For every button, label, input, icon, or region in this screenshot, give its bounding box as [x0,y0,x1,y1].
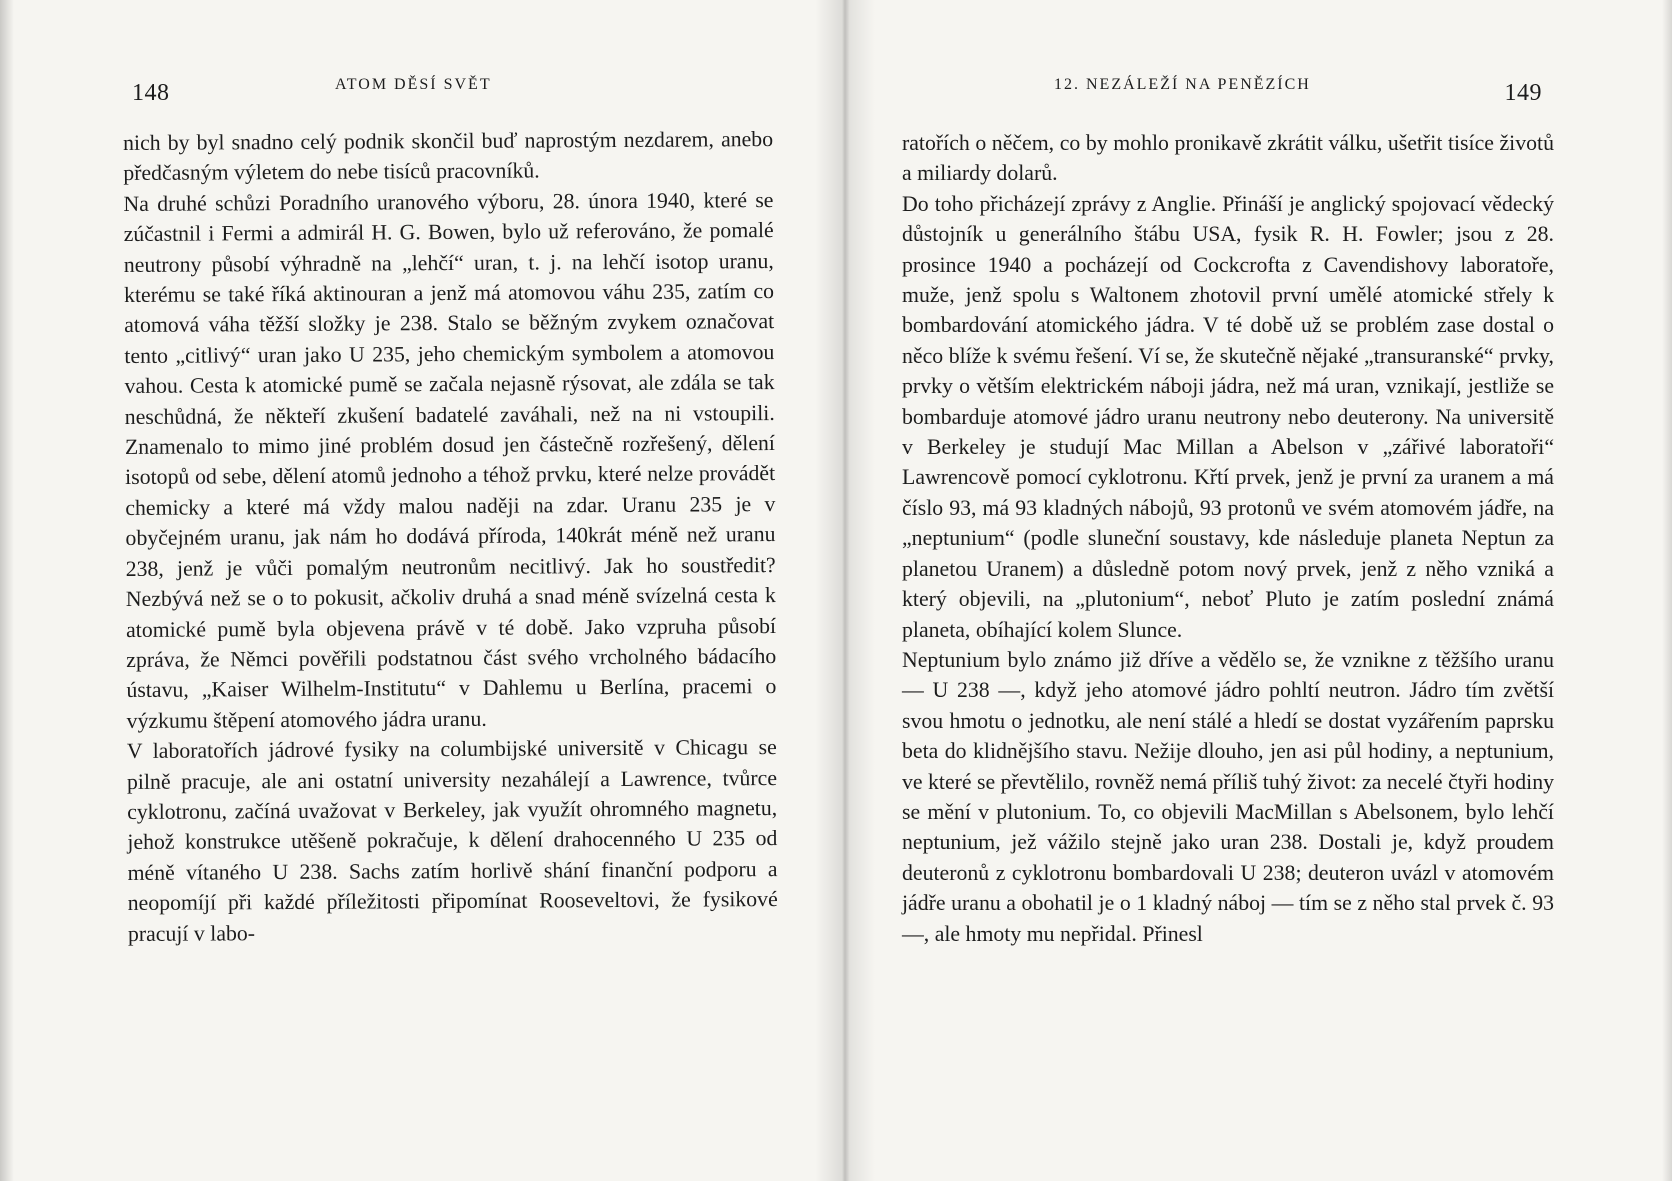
running-head: 12. NEZÁLEŽÍ NA PENĚZÍCH [1054,76,1311,93]
page-number: 148 [132,80,170,106]
paragraph: V laboratořích jádrové fysiky na columbijské universitě v Chicagu se pilně pracuje, ale ani ostatní university nezahálejí a Lawrence, tvůrce cyklotronu, začíná uvažovat v Berkeley, jak využít ohromného magnetu, jehož konstrukce utěšeně pokračuje, k dělení drahocenného U 235 od méně vítaného U 238. Sachs zatím horlivě shání finanční podporu a neopomíjí při každé příležitosti připomínat Rooseveltovi, že fysikové pracují v labo- [126,735,778,946]
paragraph: Neptunium bylo známo již dříve a vědělo se, že vznikne z těžšího uranu — U 238 —, když jeho atomové jádro pohltí neutron. Jádro tím zvětší svou hmotu o jednotku, ale není stálé a hledí se dostat vyzářením paprsku beta do klidnějšího stavu. Nežije dlouho, jen asi půl hodiny, a neptunium, ve které se převtělilo, rovněž nemá příliš tuhý život: za necelé čtyři hodiny se mění v plutonium. To, co objevili MacMillan s Abelsonem, bylo lehčí neptunium, jež vážilo stejně jako uran 238. Dostali je, když proudem deuteronů z cyklotronu bombardovali U 238; deuteron uvázl v atomovém jádře uranu a obohatil je o 1 kladný náboj — tím se z něho stal prvek č. 93 —, ale hmoty mu nepřidal. Přinesl [902,647,1554,946]
paragraph: Na druhé schůzi Poradního uranového výboru, 28. února 1940, které se zúčastnil i Fermi a admirál H. G. Bowen, bylo už referováno, že pomalé neutrony působí výhradně na „lehčí“ uran, t. j. na lehčí isotop uranu, kterému se také říká aktinouran a jenž má atomovou váhu 235, zatím co atomová váha těžší složky je 238. Stalo se běžným zvykem označovat tento „citlivý“ uran jako U 235, jeho chemickým symbolem a atomovou vahou. Cesta k atomické pumě se začala nejasně rýsovat, ale zdála se tak neschůdná, že někteří zkušení badatelé zaváhali, než na ni vstoupili. Znamenalo to mimo jiné problém dosud jen částečně rozřešený, dělení isotopů od sebe, dělení atomů jednoho a téhož prvku, které nelze provádět chemicky a které má vždy malou naději na zdar. Uranu 235 je v obyčejném uranu, jak nám ho dodává příroda, 140krát méně než uranu 238, jenž je vůči pomalým neutronům necitlivý. Jak ho soustředit? Nezbývá než se o to pokusit, ačkoliv druhá a snad méně svízelná cesta k atomické pumě byla objevena právě v té době. Jako vzpruha působí zpráva, že Němci pověřili podstatnou část svého vrcholného bádacího ústavu, „Kaiser Wilhelm-Institutu“ v Dahlemu u Berlína, pracemi o výzkumu štěpení atomového jádra uranu. [123,187,777,733]
paragraph: Do toho přicházejí zprávy z Anglie. Přináší je anglický spojovací vědecký důstojník u generálního štábu USA, fysik R. H. Fowler; jsou z 28. prosince 1940 a pocházejí od Cockcrofta z Cavendishovy laboratoře, muže, jenž spolu s Waltonem zhotovil první umělé atomické střely k bombardování atomického jádra. V té době už se problém zase dostal o něco blíže k svému řešení. Ví se, že skutečně nějaké „transuranské“ prvky, prvky o větším elektrickém náboji jádra, než má uran, vznikají, jestliže se bombarduje atomové jádro uranu neutrony nebo deuterony. Na universitě v Berkeley je studují Mac Millan a Abelson v „zářivé laboratoři“ Lawrencově pomocí cyklotronu. Křtí prvek, jenž je první za uranem a má číslo 93, má 93 kladných nábojů, 93 protonů ve svém atomovém jádře, na „neptunium“ (podle sluneční soustavy, kde následuje planeta Neptun za planetou Uranem) a důsledně potom nový prvek, jenž z něho vzniká a který objevili, na „plutonium“, neboť Pluto je zatím poslední známá planeta, obíhající kolem Slunce. [902,191,1554,642]
right-page [836,0,1672,1181]
paragraph: ratořích o něčem, co by mohlo pronikavě zkrátit válku, ušetřit tisíce životů a miliardy dolarů. [902,131,1554,186]
page-number: 149 [1504,80,1542,106]
running-head: ATOM DĚSÍ SVĚT [335,76,492,93]
body-text [123,124,778,949]
body-text [902,128,1554,949]
paragraph: nich by byl snadno celý podnik skončil buď naprostým nezdarem, anebo předčasným výletem do nebe tisíců pracovníků. [123,127,774,186]
